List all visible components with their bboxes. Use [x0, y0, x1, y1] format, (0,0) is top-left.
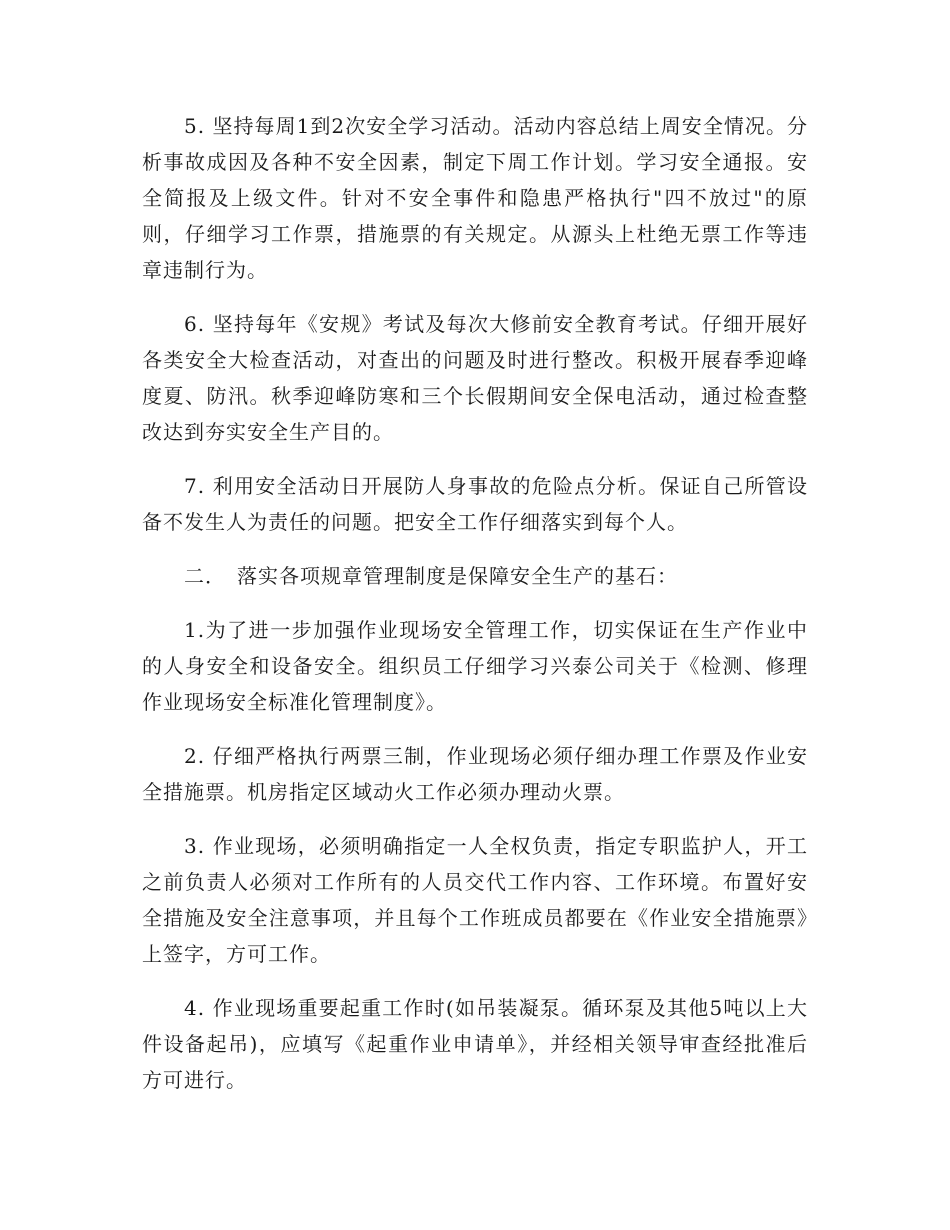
- paragraph-item-7: 7. 利用安全活动日开展防人身事故的危险点分析。保证自己所管设备不发生人为责任的问题。把安全工作仔细落实到每个人。: [142, 474, 808, 534]
- paragraph-item-2: 2. 仔细严格执行两票三制，作业现场必须仔细办理工作票及作业安全措施票。机房指定区域动火工作必须办理动火票。: [142, 744, 808, 804]
- document-body: [142, 108, 808, 1116]
- section-heading-2: 二． 落实各项规章管理制度是保障安全生产的基石：: [184, 564, 678, 588]
- paragraph-item-5: 5. 坚持每周1到2次安全学习活动。活动内容总结上周安全情况。分析事故成因及各种不安全因素，制定下周工作计划。学习安全通报。安全简报及上级文件。针对不安全事件和隐患严格执行"四不放过"的原则，仔细学习工作票，措施票的有关规定。从源头上杜绝无票工作等违章违制行为。: [142, 114, 808, 282]
- paragraph-item-4: 4. 作业现场重要起重工作时(如吊装凝泵。循环泵及其他5吨以上大件设备起吊)，应填写《起重作业申请单》，并经相关领导审查经批准后方可进行。: [142, 996, 808, 1092]
- paragraph-item-1: 1.为了进一步加强作业现场安全管理工作，切实保证在生产作业中的人身安全和设备安全。组织员工仔细学习兴泰公司关于《检测、修理作业现场安全标准化管理制度》。: [142, 618, 808, 714]
- paragraph-item-6: 6. 坚持每年《安规》考试及每次大修前安全教育考试。仔细开展好各类安全大检查活动，对查出的问题及时进行整改。积极开展春季迎峰度夏、防汛。秋季迎峰防寒和三个长假期间安全保电活动，通过检查整改达到夯实安全生产目的。: [142, 312, 808, 444]
- paragraph-item-3: 3. 作业现场，必须明确指定一人全权负责，指定专职监护人，开工之前负责人必须对工作所有的人员交代工作内容、工作环境。布置好安全措施及安全注意事项，并且每个工作班成员都要在《作业安全措施票》上签字，方可工作。: [142, 834, 808, 966]
